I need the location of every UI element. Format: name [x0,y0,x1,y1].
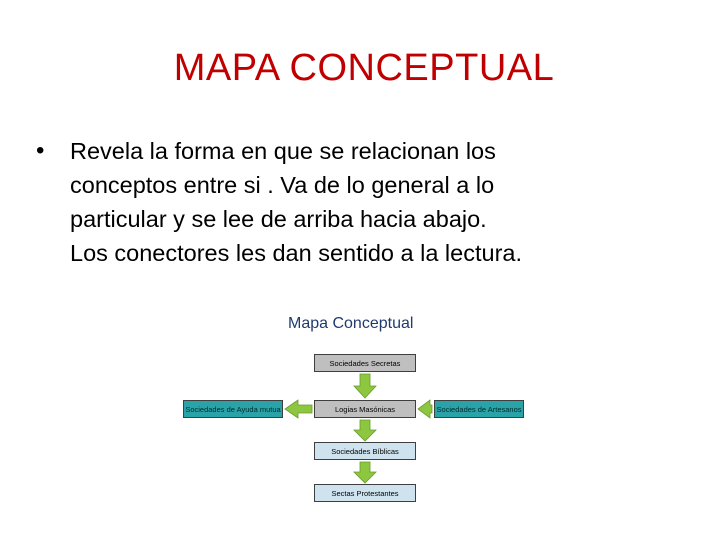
node-sociedades-artesanos: Sociedades de Artesanos [434,400,524,418]
concept-map-title: Mapa Conceptual [288,315,414,332]
bullet-marker: • [36,137,45,164]
bullet-text [70,134,670,270]
arrow-right-to-center [418,400,432,418]
slide-title: MAPA CONCEPTUAL [173,47,555,89]
bullet-line-4: Los conectores les dan sentido a la lectura. [70,240,522,266]
arrow-down-2 [354,420,376,441]
node-sociedades-ayuda-mutua: Sociedades de Ayuda mutua [183,400,283,418]
node-sociedades-secretas: Sociedades Secretas [314,354,416,372]
arrow-left [285,400,312,418]
node-logias-masonicas: Logias Masónicas [314,400,416,418]
node-sectas-protestantes: Sectas Protestantes [314,484,416,502]
arrow-down-1 [354,374,376,398]
bullet-line-3: particular y se lee de arriba hacia abajo. [70,206,487,232]
bullet-item [36,134,676,270]
bullet-line-2: conceptos entre si . Va de lo general a lo [70,172,495,198]
arrow-down-3 [354,462,376,483]
bullet-line-1: Revela la forma en que se relacionan los [70,138,496,164]
node-sociedades-biblicas: Sociedades Bíblicas [314,442,416,460]
